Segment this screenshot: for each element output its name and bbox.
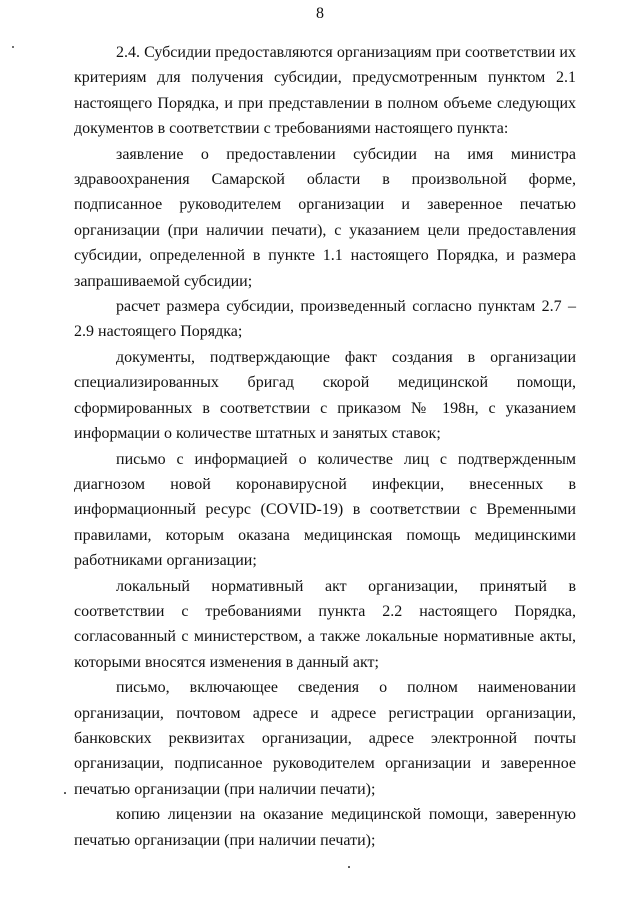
paragraph-application: заявление о предоставлении субсидии на имя министра здравоохранения Самарской области в произвольной форме, подписанное руководителем организации и заверенное печатью организации (при наличии печати), с указанием цели предоставления субсидии, определенной в пункте 1.1 настоящего Порядка, и размера запрашиваемой субсидии;: [74, 145, 576, 290]
document-body: [74, 40, 576, 853]
scan-speck: [348, 866, 350, 868]
paragraph-organization-details: письмо, включающее сведения о полном наименовании организации, почтовом адресе и адресе регистрации организации, банковских реквизитах организации, адресе электронной почты организации, подписанное руководителем организации и заверенное печатью организации (при наличии печати);: [74, 679, 576, 798]
scan-speck: [64, 792, 66, 794]
page-number: 8: [316, 5, 324, 22]
paragraph-subsidy-calculation: расчет размера субсидии, произведенный согласно пунктам 2.7 – 2.9 настоящего Порядка;: [74, 298, 576, 341]
scan-speck: [12, 46, 14, 48]
paragraph-2-4-intro: 2.4. Субсидии предоставляются организациям при соответствии их критериям для получения субсидии, предусмотренным пунктом 2.1 настоящего Порядка, и при представлении в полном объеме следующих документов в соответствии с требованиями настоящего пункта:: [74, 44, 576, 138]
paragraph-covid-letter: письмо с информацией о количестве лиц с подтвержденным диагнозом новой коронавирусной инфекции, внесенных в информационный ресурс (COVID-19) в соответствии с Временными правилами, которым оказана медицинская помощь медицинскими работниками организации;: [74, 450, 576, 570]
paragraph-brigade-documents: документы, подтверждающие факт создания в организации специализированных бригад скорой медицинской помощи, сформированных в соответствии с приказом № 198н, с указанием информации о количестве штатных и занятых ставок;: [74, 348, 576, 443]
paragraph-license-copy: копию лицензии на оказание медицинской помощи, заверенную печатью организации (при наличии печати);: [74, 806, 576, 849]
paragraph-local-act: локальный нормативный акт организации, принятый в соответствии с требованиями пункта 2.2 настоящего Порядка, согласованный с министерством, а также локальные нормативные акты, которыми вносятся изменения в данный акт;: [74, 577, 576, 671]
